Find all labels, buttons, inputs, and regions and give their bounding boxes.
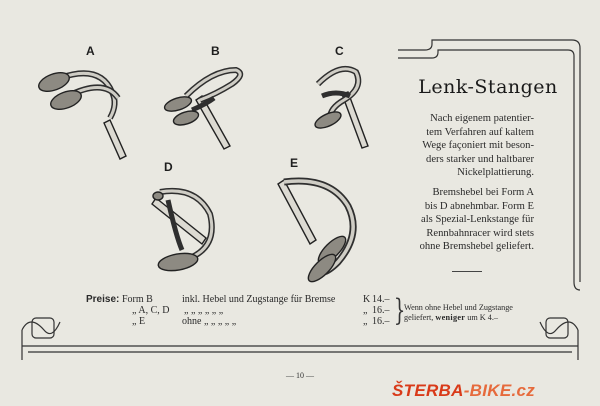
text-line: ohne Bremshebel geliefert.	[419, 241, 534, 253]
text-line: tem Verfahren auf kaltem	[426, 126, 534, 138]
price-list	[86, 294, 390, 327]
description-paragraph-1	[398, 112, 534, 180]
price-label: Preise:	[86, 294, 120, 305]
price-value: 16.–	[372, 316, 390, 327]
price-note	[404, 303, 513, 323]
figure-label-b: B	[211, 44, 220, 58]
price-currency: K	[363, 294, 371, 305]
price-desc: inkl. Hebel und Zugstange für Bremse	[182, 294, 336, 305]
price-brace: }	[393, 293, 406, 328]
price-row	[88, 316, 390, 327]
text-line: ders starker und haltbarer	[426, 153, 534, 165]
price-desc: „ „ „ „ „ „	[184, 305, 224, 316]
watermark-part-2: -BIKE.cz	[463, 381, 536, 400]
figure-label-c: C	[335, 44, 344, 58]
price-currency: „	[363, 305, 368, 316]
figure-label-a: A	[86, 44, 95, 58]
price-value: 16.–	[372, 305, 390, 316]
handlebar-form-d	[152, 191, 212, 273]
price-desc: ohne „ „ „ „ „	[182, 316, 237, 327]
watermark-part-1: ŠTERBA	[392, 381, 464, 400]
handlebar-form-b	[163, 70, 240, 149]
text-line: Rennbahnracer wird stets	[426, 227, 534, 239]
figure-label-d: D	[164, 160, 173, 174]
price-row	[86, 294, 390, 305]
handlebar-form-c	[313, 69, 368, 148]
text-line: Bremshebel bei Form A	[432, 187, 534, 198]
price-currency: „	[363, 316, 368, 327]
price-form: „ E	[132, 316, 146, 327]
handlebar-form-e	[278, 180, 353, 286]
price-form: „ A, C, D	[132, 305, 170, 316]
price-row	[88, 305, 390, 316]
note-emphasis: weniger	[435, 313, 466, 322]
page-title: Lenk-Stangen	[418, 76, 558, 98]
description-paragraph-2	[398, 186, 534, 254]
watermark-logo	[392, 381, 535, 401]
price-value: 14.–	[372, 294, 390, 305]
text-line: als Spezial-Lenkstange für	[421, 214, 534, 226]
note-line: Wenn ohne Hebel und Zugstange	[404, 303, 513, 312]
page-number: — 10 —	[286, 371, 314, 380]
text-line: Nach eigenem patentier-	[430, 113, 534, 124]
note-line: geliefert, weniger um K 4.–	[404, 313, 498, 322]
text-line: bis D abnehmbar. Form E	[424, 200, 534, 212]
text-line: Wege façoniert mit beson-	[422, 140, 534, 152]
figure-label-e: E	[290, 156, 299, 170]
price-form: Form B	[122, 294, 153, 305]
handlebar-form-a	[36, 69, 126, 159]
divider	[452, 271, 482, 272]
text-line: Nickelplattierung.	[457, 167, 534, 179]
